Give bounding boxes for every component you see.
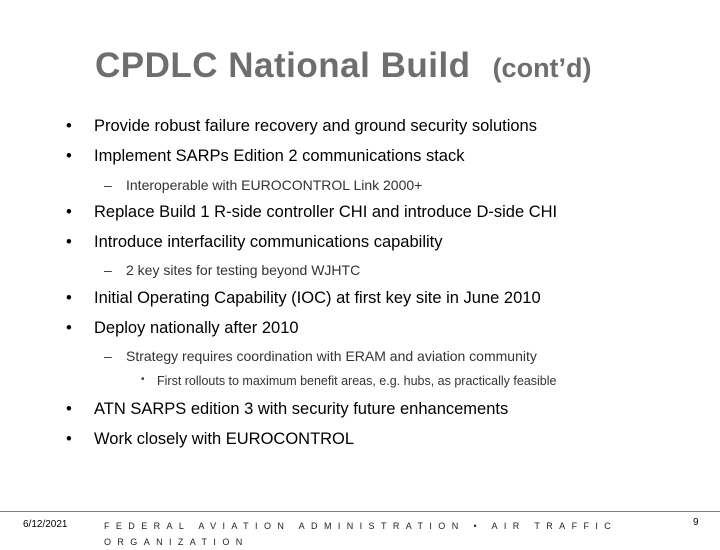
bullet-icon: • [66,319,72,337]
bullet-text: Initial Operating Capability (IOC) at first key site in June 2010 [94,289,541,307]
bullet-icon: • [66,400,72,418]
bullet-icon: • [66,430,72,448]
page-number: 9 [693,517,699,528]
sub-bullet-text: Interoperable with EUROCONTROL Link 2000+ [126,177,423,193]
title-sub: (cont’d) [492,53,592,83]
sub-bullet-text: Strategy requires coordination with ERAM and aviation community [126,348,537,364]
bullet-text: Provide robust failure recovery and ground security solutions [94,117,537,135]
sub-bullet-text: 2 key sites for testing beyond WJHTC [126,262,361,278]
bullet-text: ATN SARPS edition 3 with security future enhancements [94,400,509,418]
bullet-icon: • [66,147,72,165]
bullet-text: Introduce interfacility communications capability [94,233,443,251]
dash-icon: – [104,262,112,278]
dash-icon: – [104,348,112,364]
bullet-text: Replace Build 1 R-side controller CHI and introduce D-side CHI [94,203,558,221]
title-main: CPDLC National Build [95,46,471,85]
dash-icon: – [104,177,112,193]
bullet-icon: • [141,374,145,385]
slide-title [95,46,592,86]
bullet-icon: • [66,203,72,221]
bullet-text: Implement SARPs Edition 2 communications stack [94,147,465,165]
bullet-text: Work closely with EUROCONTROL [94,430,355,448]
bullet-icon: • [66,289,72,307]
footer-divider [0,511,720,512]
sub-sub-bullet-text: First rollouts to maximum benefit areas, e.g. hubs, as practically feasible [157,374,557,388]
bullet-text: Deploy nationally after 2010 [94,319,299,337]
footer-organization: FEDERAL AVIATION ADMINISTRATION • AIR TRAFFIC ORGANIZATION [104,521,618,547]
footer-date: 6/12/2021 [23,519,68,530]
bullet-icon: • [66,233,72,251]
bullet-icon: • [66,117,72,135]
